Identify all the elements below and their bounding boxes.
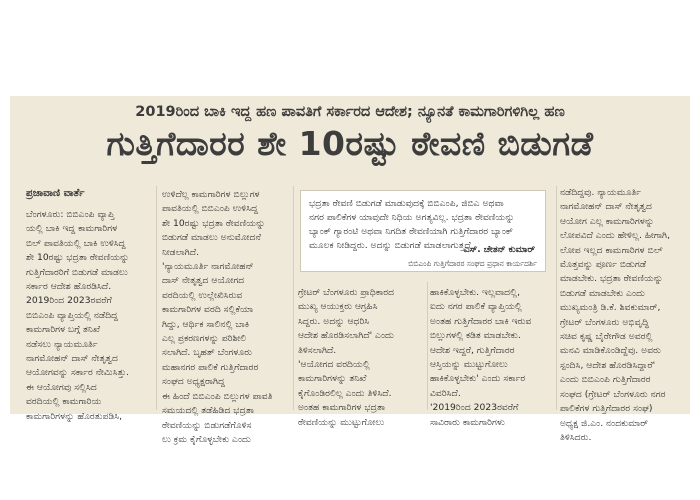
column-divider (556, 186, 557, 410)
article-column-4: ಹಾಕಿಕೊಳ್ಳಬೇಕು. ಇಲ್ಲವಾದಲ್ಲಿ, ಐದು ನಗರ ಪಾಲಿಕೆ ವ್ಯಾಪ್ತಿಯಲ್ಲಿ ಅಂತಹ ಗುತ್ತಿಗೆದಾರರ ಬಾಕಿ ಇರುವ ಬಿಲ್ಲುಗಳಲ್ಲಿ ಕಡಿತ ಮಾಡಬೇಕು. ಆದೇಶ ಇದ್ದರೆ, ಗುತ್ತಿಗೆದಾರರ ಆಸ್ತಿಯನ್ನು ಮುಟ್ಟುಗೋಲು ಹಾಕಿಕೊಳ್ಳಬೇಕು' ಎಂದು ಸರ್ಕಾರ ವಿವರಿಸಿದೆ. '2019ರಿಂದ 2023ರವರೆಗೆ ಸಾವಿರಾರು ಕಾಮಗಾರಿಗಳು (430, 287, 532, 428)
pull-quote-box (300, 190, 546, 272)
pull-quote-role: ಬಿಬಿಎಂಪಿ ಗುತ್ತಿಗೆದಾರರ ಸಂಘದ ಪ್ರಧಾನ ಕಾರ್ಯದರ್ಶಿ (408, 259, 537, 268)
pull-quote-text: ಭದ್ರತಾ ಠೇವಣಿ ಬಿಡುಗಡೆ ಮಾಡುವುದಕ್ಕೆ ಬಿಬಿಎಂಪಿ, ಜಿಬಿಎ ಅಥವಾ ನಗರ ಪಾಲಿಕೆಗಳ ಯಾವುದೇ ನಿಧಿಯ ಅಗತ್ಯವಿಲ್ಲ. ಭದ್ರತಾ ಠೇವಣಿಯನ್ನು ಬ್ಯಾಂಕ್ ಗ್ಯಾರಂಟಿ ಅಥವಾ ನಿಗದಿತ ಠೇವಣಿಯಾಗಿ ಗುತ್ತಿಗೆದಾರರ ಬ್ಯಾಂಕ್ ಮೂಲಕ ನೀಡಿದ್ದರು. ಅದನ್ನು ಬಿಡುಗಡೆ ಮಾಡಲಾಗುತ್ತದೆ (309, 198, 515, 251)
column-divider (293, 186, 294, 410)
article-column-2: ಉಳಿದೆಲ್ಲ ಕಾಮಗಾರಿಗಳ ಬಿಲ್ಲುಗಳ ಪಾವತಿಯಲ್ಲಿ ಬಿಬಿಎಂಪಿ ಉಳಿಸಿದ್ದ ಶೇ 10ರಷ್ಟು ಭದ್ರತಾ ಠೇವಣಿಯನ್ನು ಬಿಡುಗಡೆ ಮಾಡಲು ಅನುಮೋದನೆ ನೀಡಲಾಗಿದೆ. 'ನ್ಯಾಯಮೂರ್ತಿ ನಾಗಮೋಹನ್ ದಾಸ್ ನೇತೃತ್ವದ ಆಯೋಗದ ವರದಿಯಲ್ಲಿ ಉಲ್ಲೇಖಿಸಿರುವ ಕಾಮಗಾರಿಗಳ ವರದಿ ಸಲ್ಲಿಕೆಯಾ ಗಿದ್ದು, ಆರ್ಥಿಕ ಸಾಲಿನಲ್ಲಿ ಬಾಕಿ ಎಲ್ಲ ಪ್ರಕರಣಗಳನ್ನು ಪರಿಶೀಲಿ ಸಲಾಗಿದೆ. ಬೃಹತ್ ಬೆಂಗಳೂರು ಮಹಾನಗರ ಪಾಲಿಕೆ ಗುತ್ತಿಗೆದಾರರ ಸಂಘದ ಅಧ್ಯಕ್ಷರಾಗಿದ್ದ ಈ ಹಿಂದೆ ಬಿಬಿಎಂಪಿ ಬಿಲ್ಲುಗಳ ಪಾವತಿ ಸಮಯದಲ್ಲಿ ತಡೆಹಿಡಿದ ಭದ್ರತಾ ಠೇವಣಿಯನ್ನು ಬಿಡುಗಡೆಗೊಳಿಸ ಲು ಕ್ರಮ ಕೈಗೊಳ್ಳಬೇಕು ಎಂದು (162, 189, 273, 445)
article-column-5: ನಡೆದಿದ್ದವು. ನ್ಯಾಯಮೂರ್ತಿ ನಾಗಮೋಹನ್ ದಾಸ್ ನೇತೃತ್ವದ ಆಯೋಗ ಎಲ್ಲ ಕಾಮಗಾರಿಗಳನ್ನು ಲೋಪವಿದೆ ಎಂದು ಹೇಳಿಲ್ಲ. ಹೀಗಾಗಿ, ಲೋಪ ಇಲ್ಲದ ಕಾಮಗಾರಿಗಳ ಬಿಲ್ ಮೊತ್ತವನ್ನು ಪೂರ್ಣ ಬಿಡುಗಡೆ ಮಾಡಬೇಕು. ಭದ್ರತಾ ಠೇವಣಿಯನ್ನು ಬಿಡುಗಡೆ ಮಾಡಬೇಕು ಎಂದು ಮುಖ್ಯಮಂತ್ರಿ ಡಿ.ಕೆ. ಶಿವಕುಮಾರ್, ಗ್ರೇಟರ್ ಬೆಂಗಳೂರು ಅಭಿವೃದ್ಧಿ ಸಚಿವ ಕೃಷ್ಣ ಬೈರೇಗೌಡ ಅವರಲ್ಲಿ ಮನವಿ ಮಾಡಿಕೊಂಡಿದ್ದೆವು. ಅವರು ಸ್ಪಂದಿಸಿ, ಆದೇಶ ಹೊರಡಿಸಿದ್ದಾರೆ' ಎಂದು ಬಿಬಿಎಂಪಿ ಗುತ್ತಿಗೆದಾರರ ಸಂಘದ (ಗ್ರೇಟರ್ ಬೆಂಗಳೂರು ನಗರ ಪಾಲಿಕೆಗಳ ಗುತ್ತಿಗೆದಾರರ ಸಂಘ) ಅಧ್ಯಕ್ಷ ಜಿ.ಎಂ. ನಂದಕುಮಾರ್ ತಿಳಿಸಿದರು. (560, 187, 671, 443)
pull-quote-author: ಎಸ್. ಚೇತನ್ ಕುಮಾರ್ (463, 245, 535, 255)
newspaper-clipping (10, 96, 690, 445)
article-headline: ಗುತ್ತಿಗೆದಾರರ ಶೇ 10ರಷ್ಟು ಠೇವಣಿ ಬಿಡುಗಡೆ (106, 124, 594, 163)
article-kicker: 2019ರಿಂದ ಬಾಕಿ ಇದ್ದ ಹಣ ಪಾವತಿಗೆ ಸರ್ಕಾರದ ಆದೇಶ; ನ್ಯೂನತೆ ಕಾಮಗಾರಿಗಳಿಗಿಲ್ಲ ಹಣ (135, 104, 565, 120)
article-byline: ಪ್ರಜಾವಾಣಿ ವಾರ್ತೆ (26, 188, 85, 199)
column-divider (427, 282, 428, 410)
article-column-1: ಬೆಂಗಳೂರು: ಬಿಬಿಎಂಪಿ ವ್ಯಾಪ್ತಿ ಯಲ್ಲಿ ಬಾಕಿ ಇದ್ದ ಕಾಮಗಾರಿಗಳ ಬಿಲ್ ಪಾವತಿಯಲ್ಲಿ ಬಾಕಿ ಉಳಿಸಿದ್ದ ಶೇ 10ರಷ್ಟು ಭದ್ರತಾ ಠೇವಣಿಯನ್ನು ಗುತ್ತಿಗೆದಾರರಿಗೆ ಬಿಡುಗಡೆ ಮಾಡಲು ಸರ್ಕಾರ ಆದೇಶ ಹೊರಡಿಸಿದೆ. 2019ರಿಂದ 2023ರವರೆಗೆ ಬಿಬಿಎಂಪಿ ವ್ಯಾಪ್ತಿಯಲ್ಲಿ ನಡೆದಿದ್ದ ಕಾಮಗಾರಿಗಳ ಬಗ್ಗೆ ತನಿಖೆ ನಡೆಸಲು ನ್ಯಾಯಮೂರ್ತಿ ನಾಗಮೋಹನ್ ದಾಸ್ ನೇತೃತ್ವದ ಆಯೋಗವನ್ನು ಸರ್ಕಾರ ನೇಮಿಸಿತ್ತು. ಈ ಆಯೋಗವು ಸಲ್ಲಿಸಿದ ವರದಿಯಲ್ಲಿ ಕಾಮಗಾರಿಯ ಕಾಮಗಾರಿಗಳನ್ನು ಹೊರತುಪಡಿಸಿ, (26, 209, 130, 422)
article-column-3: ಗ್ರೇಟರ್ ಬೆಂಗಳೂರು ಪ್ರಾಧಿಕಾರದ ಮುಖ್ಯ ಆಯುಕ್ತರು ಆಗ್ರಹಿಸಿ ಸಿದ್ದರು. ಅದನ್ನು ಆಧರಿಸಿ ಆದೇಶ ಹೊರಡಿಸಲಾಗಿದೆ' ಎಂದು ತಿಳಿಸಲಾಗಿದೆ. 'ಆಯೋಗದ ವರದಿಯಲ್ಲಿ ಕಾಮಗಾರಿಗಳನ್ನು ತನಿಖೆ ಕೈಗೊಂಡಿರಲಿಲ್ಲ ಎಂದು ತಿಳಿಸಿದೆ. ಅಂತಹ ಕಾಮಗಾರಿಗಳ ಭದ್ರತಾ ಠೇವಣಿಯನ್ನು ಮುಟ್ಟುಗೋಲು (298, 287, 395, 428)
column-divider (156, 186, 157, 410)
